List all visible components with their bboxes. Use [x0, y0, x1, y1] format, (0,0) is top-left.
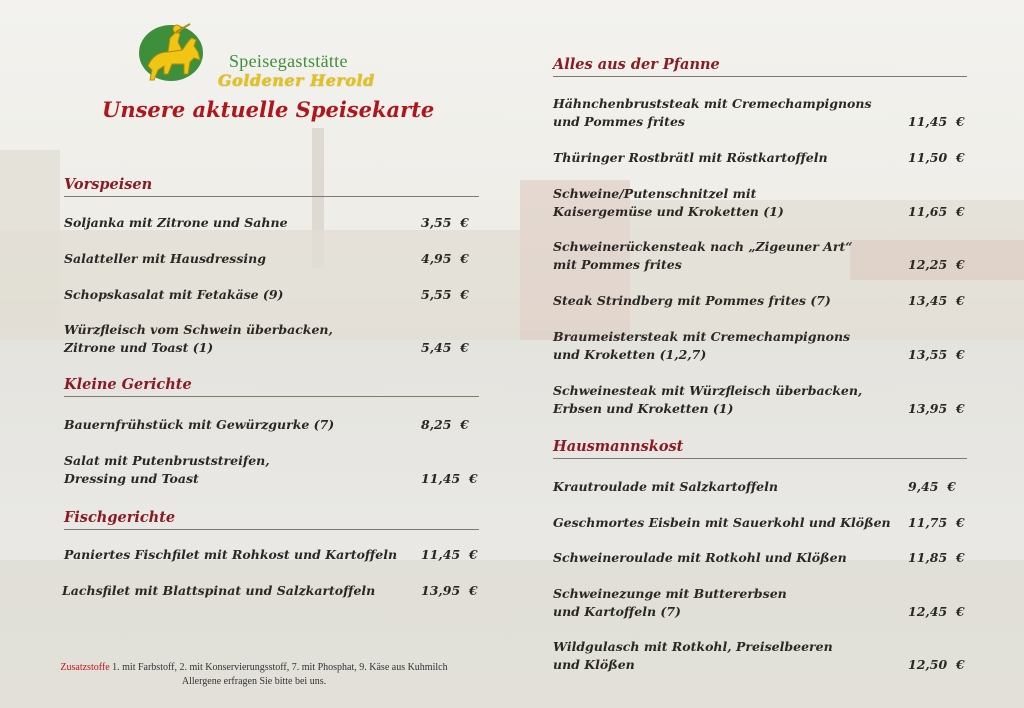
menu-item-name — [553, 514, 891, 532]
menu-item-line: Geschmortes Eisbein mit Sauerkohl und Klößen — [553, 515, 891, 530]
price-value: 13,95 — [908, 401, 948, 416]
menu-item-line: Kaisergemüse und Kroketten (1) — [553, 204, 784, 219]
menu-item-price — [908, 150, 965, 165]
menu-item-price — [908, 114, 965, 129]
currency-symbol: € — [468, 547, 478, 562]
brand-subtitle: Goldener Herold — [218, 71, 375, 90]
price-value: 11,45 — [421, 471, 461, 486]
section-title-vorspeisen: Vorspeisen — [64, 176, 153, 193]
price-value: 11,65 — [908, 204, 948, 219]
menu-item-name — [553, 328, 850, 364]
price-value: 4,95 — [421, 251, 452, 266]
menu-item-price — [908, 293, 965, 308]
menu-item-name — [64, 321, 333, 357]
section-title-haus: Hausmannskost — [553, 438, 684, 455]
currency-symbol: € — [468, 583, 478, 598]
menu-item-price — [908, 657, 965, 672]
menu-item-name — [553, 292, 831, 310]
menu-item-name — [553, 149, 828, 167]
menu-item-price — [421, 287, 469, 302]
price-value: 8,25 — [421, 417, 452, 432]
footnote-text: 1. mit Farbstoff, 2. mit Konservierungsstoff, 7. mit Phosphat, 9. Käse aus Kuhmilch — [109, 662, 448, 673]
menu-item-line: und Pommes frites — [553, 114, 685, 129]
currency-symbol: € — [955, 604, 965, 619]
menu-item-price — [421, 215, 469, 230]
currency-symbol: € — [468, 471, 478, 486]
menu-item-line: Schweineroulade mit Rotkohl und Klößen — [553, 550, 847, 565]
footnote-label: Zusatzstoffe — [60, 662, 110, 673]
menu-item-line: und Klößen — [553, 657, 635, 672]
menu-item-line: Salatteller mit Hausdressing — [64, 251, 266, 266]
price-value: 13,95 — [421, 583, 461, 598]
currency-symbol: € — [460, 287, 469, 302]
section-divider — [553, 76, 967, 77]
currency-symbol: € — [955, 347, 965, 362]
price-value: 11,45 — [908, 114, 948, 129]
brand-name: Speisegaststätte — [229, 51, 348, 71]
menu-item-name — [553, 95, 872, 131]
currency-symbol: € — [460, 215, 469, 230]
currency-symbol: € — [947, 479, 956, 494]
section-title-pfanne: Alles aus der Pfanne — [553, 56, 720, 73]
golden-horse-rider-icon — [138, 22, 208, 84]
menu-item-line: Schweinerückensteak nach „Zigeuner Art“ — [553, 239, 853, 254]
menu-item-name — [553, 185, 784, 221]
menu-item-line: Bauernfrühstück mit Gewürzgurke (7) — [64, 417, 335, 432]
menu-item-line: Schweinezunge mit Buttererbsen — [553, 586, 787, 601]
menu-item-line: Salat mit Putenbruststreifen, — [64, 453, 270, 468]
menu-item-name — [64, 546, 397, 564]
price-value: 12,45 — [908, 604, 948, 619]
price-value: 5,45 — [421, 340, 452, 355]
menu-item-price — [908, 347, 965, 362]
menu-item-name — [553, 478, 778, 496]
price-value: 11,50 — [908, 150, 948, 165]
menu-item-line: Wildgulasch mit Rotkohl, Preiselbeeren — [553, 639, 833, 654]
menu-item-price — [908, 257, 965, 272]
menu-item-price — [421, 340, 469, 355]
section-divider — [553, 458, 967, 459]
section-title-fisch: Fischgerichte — [64, 509, 176, 526]
currency-symbol: € — [460, 417, 469, 432]
price-value: 11,85 — [908, 550, 948, 565]
menu-item-line: Steak Strindberg mit Pommes frites (7) — [553, 293, 831, 308]
menu-item-line: Erbsen und Kroketten (1) — [553, 401, 734, 416]
menu-item-line: Schweine/Putenschnitzel mit — [553, 186, 757, 201]
menu-item-line: Schweinesteak mit Würzfleisch überbacken, — [553, 383, 863, 398]
menu-item-line: Hähnchenbruststeak mit Cremechampignons — [553, 96, 872, 111]
menu-item-price — [421, 547, 478, 562]
menu-item-line: Braumeistersteak mit Cremechampignons — [553, 329, 851, 344]
menu-item-line: Würzfleisch vom Schwein überbacken, — [64, 322, 333, 337]
menu-item-line: Paniertes Fischfilet mit Rohkost und Kartoffeln — [64, 547, 398, 562]
menu-item-line: Soljanka mit Zitrone und Sahne — [64, 215, 288, 230]
price-value: 11,45 — [421, 547, 461, 562]
menu-item-line: und Kroketten (1,2,7) — [553, 347, 707, 362]
currency-symbol: € — [955, 293, 965, 308]
footnote-allergens: Allergene erfragen Sie bitte bei uns. — [181, 676, 327, 687]
price-value: 3,55 — [421, 215, 452, 230]
menu-item-line: Thüringer Rostbrätl mit Röstkartoffeln — [553, 150, 828, 165]
currency-symbol: € — [955, 550, 965, 565]
menu-item-line: Lachsfilet mit Blattspinat und Salzkartoffeln — [62, 583, 376, 598]
menu-item-price — [908, 604, 965, 619]
menu-item-name — [64, 286, 283, 304]
menu-item-price — [421, 471, 478, 486]
menu-item-name — [64, 416, 334, 434]
menu-item-line: Dressing und Toast — [64, 471, 199, 486]
page-title: Unsere aktuelle Speisekarte — [102, 97, 435, 122]
price-value: 12,25 — [908, 257, 948, 272]
menu-item-price — [421, 251, 469, 266]
currency-symbol: € — [955, 150, 965, 165]
section-title-kleine: Kleine Gerichte — [64, 376, 192, 393]
menu-item-name — [553, 238, 852, 274]
menu-item-price — [421, 417, 469, 432]
currency-symbol: € — [955, 515, 965, 530]
currency-symbol: € — [460, 340, 469, 355]
menu-item-price — [421, 583, 478, 598]
currency-symbol: € — [955, 657, 965, 672]
price-value: 5,55 — [421, 287, 452, 302]
price-value: 13,45 — [908, 293, 948, 308]
menu-item-name — [64, 250, 266, 268]
menu-item-price — [908, 204, 965, 219]
brand-logo — [138, 22, 388, 90]
currency-symbol: € — [955, 401, 965, 416]
section-divider — [64, 529, 479, 530]
currency-symbol: € — [955, 257, 965, 272]
menu-item-name — [64, 214, 288, 232]
menu-item-name — [553, 549, 847, 567]
section-divider — [64, 196, 479, 197]
menu-item-name — [553, 638, 833, 674]
menu-item-name — [553, 585, 787, 621]
menu-item-price — [908, 401, 965, 416]
menu-item-line: und Kartoffeln (7) — [553, 604, 681, 619]
footnote — [34, 661, 474, 689]
currency-symbol: € — [955, 204, 965, 219]
currency-symbol: € — [460, 251, 469, 266]
currency-symbol: € — [955, 114, 965, 129]
price-value: 12,50 — [908, 657, 948, 672]
price-value: 13,55 — [908, 347, 948, 362]
menu-item-line: Schopskasalat mit Fetakäse (9) — [64, 287, 284, 302]
menu-item-name — [62, 582, 375, 600]
menu-item-name — [64, 452, 270, 488]
price-value: 11,75 — [908, 515, 948, 530]
menu-item-price — [908, 479, 956, 494]
menu-item-price — [908, 550, 965, 565]
menu-item-price — [908, 515, 965, 530]
section-divider — [64, 396, 479, 397]
menu-item-line: mit Pommes frites — [553, 257, 682, 272]
price-value: 9,45 — [908, 479, 939, 494]
menu-item-line: Krautroulade mit Salzkartoffeln — [553, 479, 778, 494]
menu-item-name — [553, 382, 862, 418]
menu-item-line: Zitrone und Toast (1) — [64, 340, 214, 355]
